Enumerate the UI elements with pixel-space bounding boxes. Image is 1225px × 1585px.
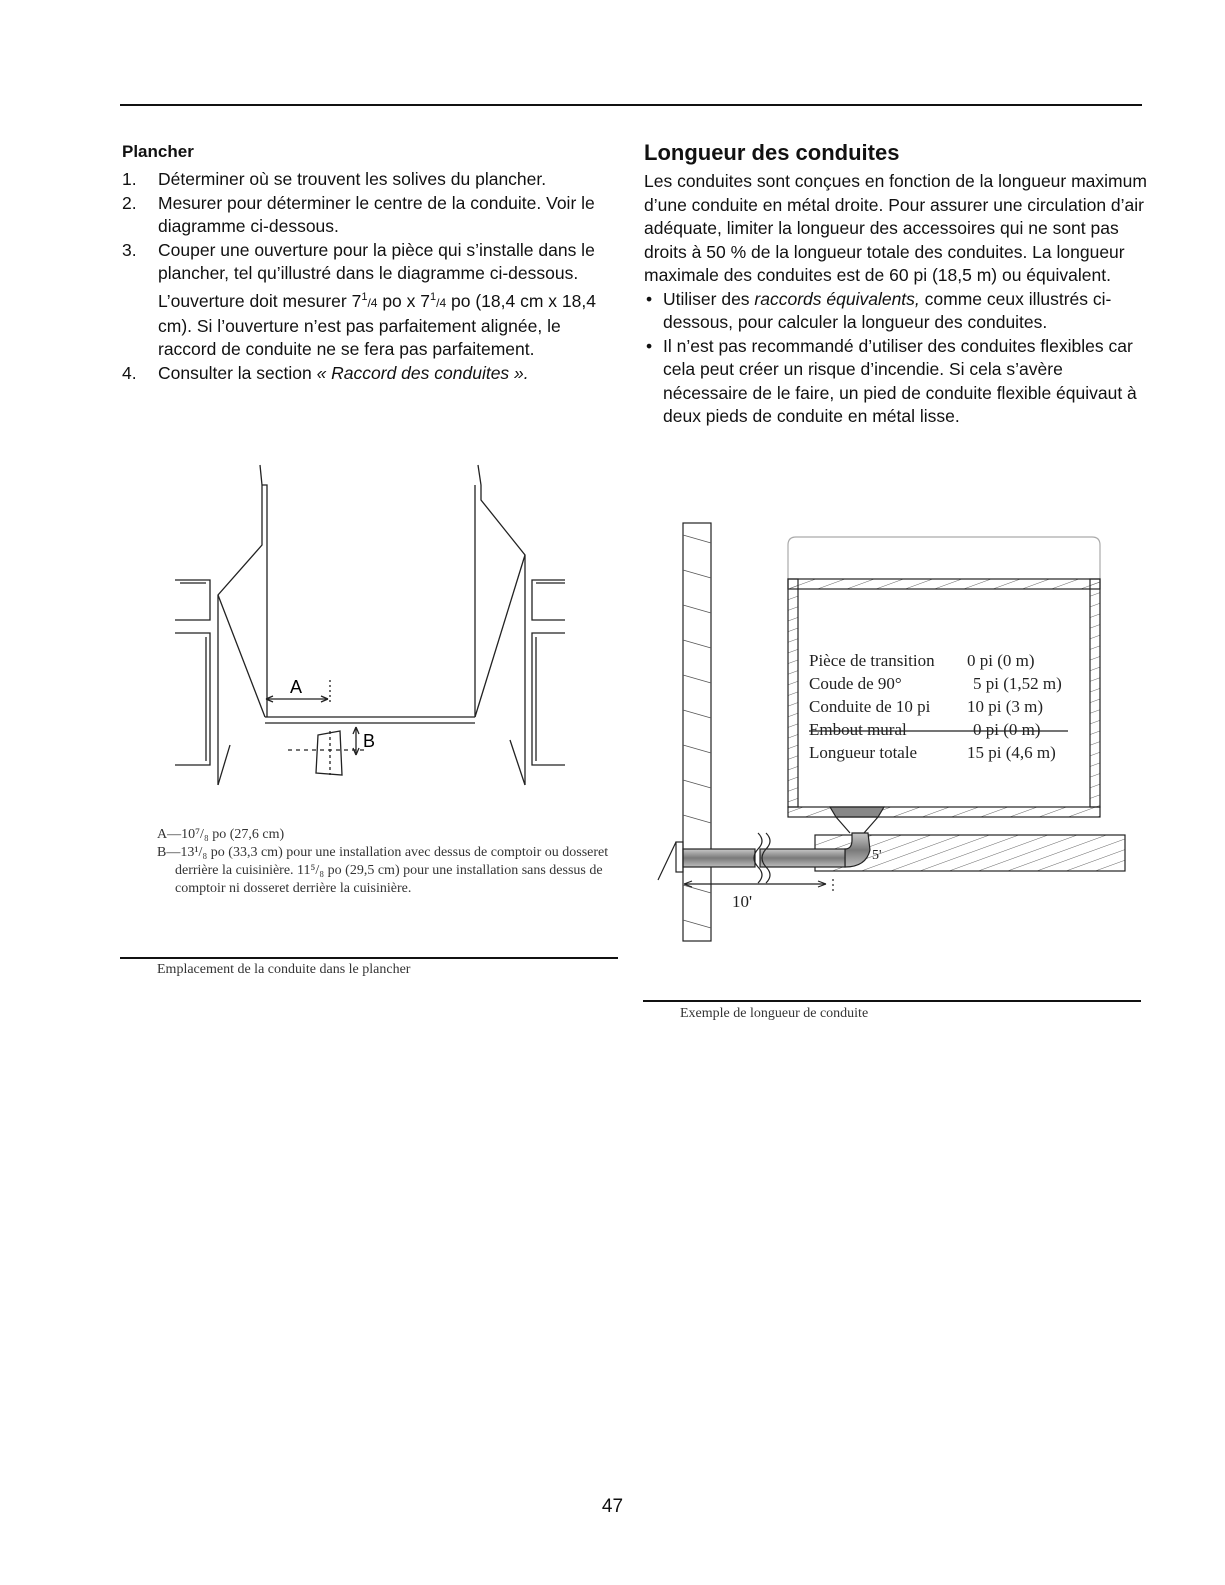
step-text: po x 7: [377, 290, 430, 311]
step-number: 4.: [122, 362, 137, 383]
step-text: po (18,4 cm x 18,4 cm). Si l’ouverture n’est pas parfaitement alignée, le raccord de conduite ne se fera pas parfaitement.: [158, 290, 596, 360]
section-heading: Longueur des conduites: [644, 140, 900, 165]
figure-rule: [120, 957, 618, 959]
figure-caption: Emplacement de la conduite dans le plancher: [157, 962, 411, 977]
bullet-text: comme ceux illustrés ci-dessous, pour calculer la longueur des conduites.: [663, 288, 1112, 332]
table-item: Conduite de 10 pi: [809, 697, 931, 716]
steps-list: [122, 168, 622, 385]
caption-b: B—13¹/₈ po (33,3 cm) pour une installation avec dessus de comptoir ou dosseret derrière la cuisinière. 11⁵/₈ po (29,5 cm) pour une installation sans dessus de comptoir ni dosseret derrière la cuisinière.: [157, 845, 609, 896]
intro-paragraph: Les conduites sont conçues en fonction de la longueur maximum d’une conduite en métal droite. Pour assurer une circulation d’air adéquate, limiter la longueur des accessoires qui ne sont pas droits à 50 % de la longueur totale des conduites. La longueur maximale des conduites est de 60 pi (18,5 m) ou équivalent.: [644, 171, 1147, 285]
bullet-icon: •: [646, 335, 653, 356]
list-item: [644, 288, 1149, 335]
step-text: Consulter la section: [158, 362, 317, 383]
duct-length-diagram: [640, 515, 1140, 955]
table-value: 10 pi (3 m): [967, 697, 1044, 716]
table-value: 0 pi (0 m): [973, 720, 1041, 739]
caption-a: A—10⁷/₈ po (27,6 cm): [157, 827, 285, 842]
step-number: 1.: [122, 169, 137, 189]
bullet-icon: •: [646, 288, 653, 309]
duct-equivalents-table: [809, 651, 1062, 762]
step-text: Couper une ouverture pour la pièce qui s’installe dans le plancher, tel qu’illustré dans le diagramme ci-dessous. L’ouverture doit mesurer 7: [158, 239, 595, 311]
list-item: [644, 335, 1149, 429]
step-text: Mesurer pour déterminer le centre de la conduite. Voir le diagramme ci-dessous.: [158, 192, 595, 236]
list-item: [122, 362, 622, 386]
dimension-a-label: A: [290, 677, 303, 697]
page-number: 47: [601, 1496, 624, 1517]
step-number: 2.: [122, 192, 137, 213]
figure-rule: [643, 1000, 1141, 1002]
list-item: [122, 192, 622, 239]
table-item: Pièce de transition: [809, 651, 935, 670]
dimension-b-label: B: [363, 731, 376, 751]
bullet-list: [644, 288, 1149, 429]
list-item: [122, 239, 622, 362]
section-subheading: Plancher: [122, 142, 194, 161]
table-item: Coude de 90°: [809, 674, 902, 693]
fraction-numerator: 1: [361, 290, 368, 303]
fraction-numerator: 1: [430, 290, 437, 303]
section-reference: « Raccord des conduites ».: [316, 362, 529, 383]
figure-caption: Exemple de longueur de conduite: [680, 1006, 869, 1021]
floor-duct-diagram: [170, 455, 570, 805]
table-item: Longueur totale: [809, 743, 918, 762]
right-column: [644, 138, 1149, 429]
duct-length-label: 10': [732, 892, 753, 911]
table-value: 5 pi (1,52 m): [973, 674, 1062, 693]
fraction-denominator: /4: [367, 295, 378, 310]
table-item: Embout mural: [809, 720, 907, 739]
elbow-length-label: 5': [872, 848, 882, 863]
table-value: 15 pi (4,6 m): [967, 743, 1056, 762]
step-text: Déterminer où se trouvent les solives du plancher.: [158, 169, 547, 189]
step-number: 3.: [122, 239, 137, 260]
bullet-emphasis: raccords équivalents,: [754, 288, 920, 309]
bullet-text: Il n’est pas recommandé d’utiliser des conduites flexibles car cela peut créer un risque d’incendie. Si cela s’avère nécessaire de le faire, un pied de conduite flexible équivaut à deux pieds de conduite en métal lisse.: [663, 335, 1137, 426]
diagram-captions: [157, 826, 617, 898]
left-column: [122, 138, 622, 385]
top-rule: [120, 104, 1142, 106]
table-value: 0 pi (0 m): [967, 651, 1035, 670]
bullet-text: Utiliser des: [663, 288, 755, 309]
list-item: [122, 168, 622, 192]
fraction-denominator: /4: [436, 295, 447, 310]
